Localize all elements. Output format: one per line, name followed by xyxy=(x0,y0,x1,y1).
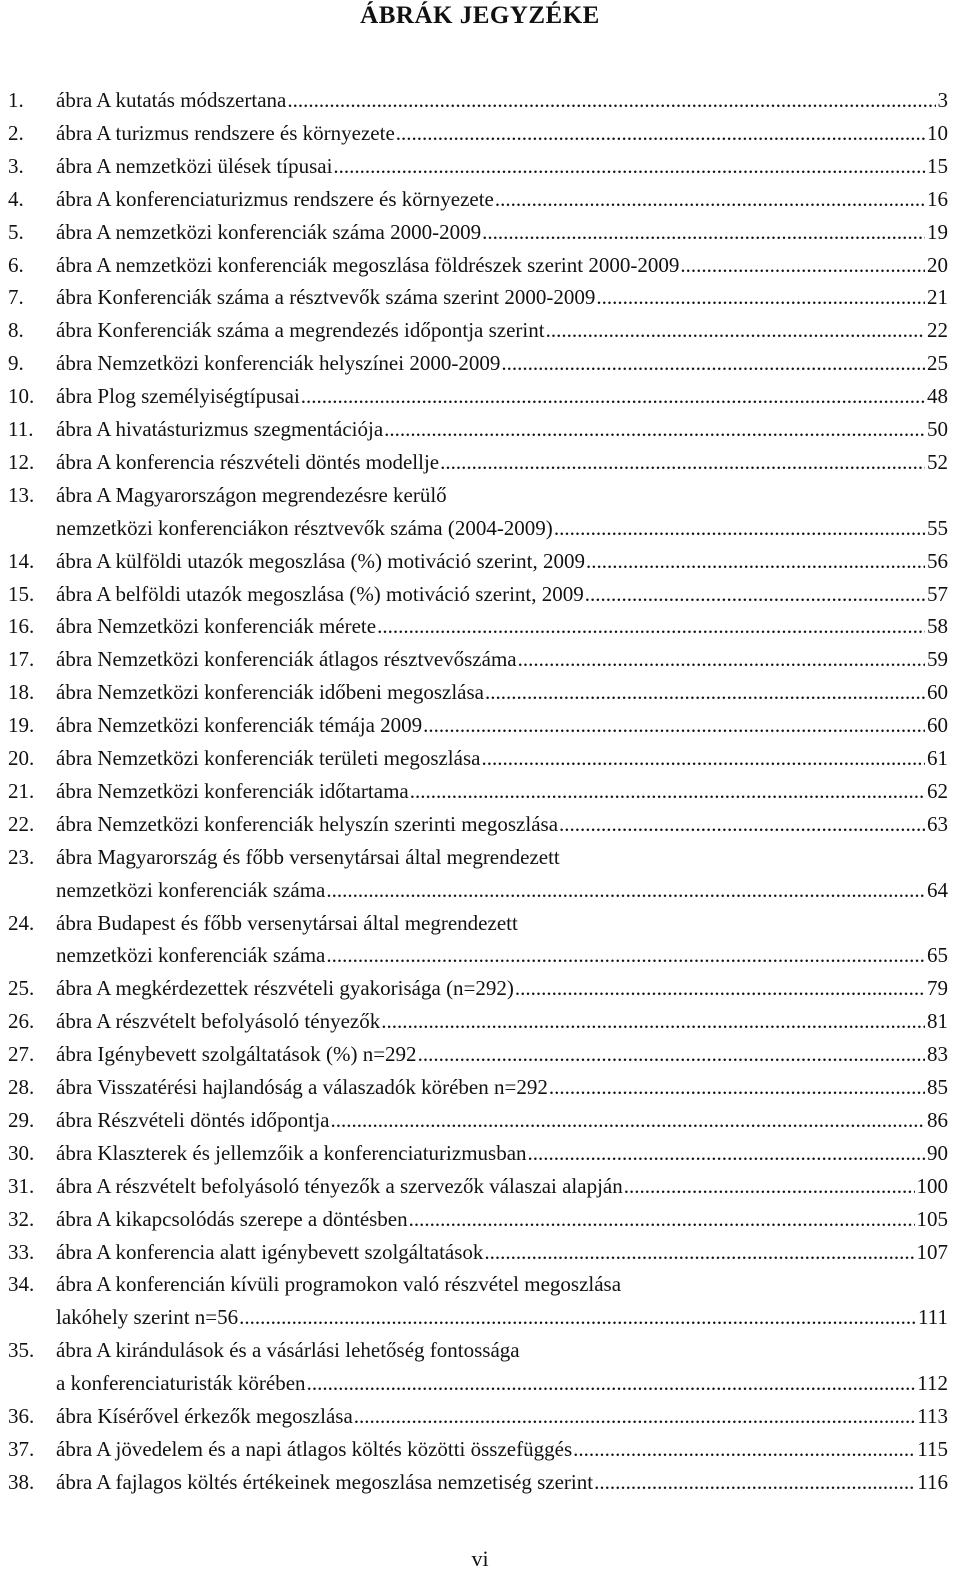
dot-leader xyxy=(484,1240,914,1265)
entry-number: 38. xyxy=(8,1469,35,1494)
entry-number: 23. xyxy=(8,844,35,869)
entry-number: 7. xyxy=(8,285,24,310)
dot-leader xyxy=(423,713,925,738)
entry-title: nemzetközi konferenciák száma xyxy=(56,877,326,902)
toc-entry[interactable] xyxy=(0,1108,960,1141)
entry-title: ábra Nemzetközi konferenciák átlagos résztvevőszáma xyxy=(56,647,517,672)
entry-title: ábra Nemzetközi konferenciák időtartama xyxy=(56,778,409,803)
entry-number: 16. xyxy=(8,614,35,639)
entry-page-number: 55 xyxy=(927,515,948,540)
entry-page-number: 52 xyxy=(927,449,948,474)
entry-title: ábra Konferenciák száma a megrendezés időpontja szerint xyxy=(56,318,545,343)
toc-entry[interactable] xyxy=(0,154,960,187)
entry-page-number: 115 xyxy=(917,1436,948,1461)
toc-entry[interactable] xyxy=(0,549,960,582)
entry-number: 2. xyxy=(8,120,24,145)
toc-entry[interactable] xyxy=(0,417,960,450)
entry-page-number: 15 xyxy=(927,153,948,178)
toc-entry[interactable] xyxy=(0,647,960,680)
toc-entry[interactable] xyxy=(0,351,960,384)
toc-entry[interactable] xyxy=(0,483,960,549)
entry-page-number: 59 xyxy=(927,647,948,672)
dot-leader xyxy=(528,1141,925,1166)
toc-entry[interactable] xyxy=(0,1240,960,1273)
toc-entry[interactable] xyxy=(0,253,960,286)
dot-leader xyxy=(573,1437,915,1462)
dot-leader xyxy=(559,812,925,837)
entry-page-number: 113 xyxy=(917,1404,948,1428)
entry-page-number: 62 xyxy=(927,778,948,803)
entry-page-number: 58 xyxy=(927,614,948,639)
entry-title: ábra A nemzetközi konferenciák megoszlása földrészek szerint 2000-2009 xyxy=(56,252,680,277)
dot-leader xyxy=(515,976,925,1001)
entry-title: ábra A kikapcsolódás szerepe a döntésben xyxy=(56,1206,408,1231)
entry-title: ábra A fajlagos költés értékeinek megoszlása nemzetiség szerint xyxy=(56,1469,594,1494)
entry-page-number: 105 xyxy=(916,1206,948,1231)
toc-entry[interactable] xyxy=(0,220,960,253)
dot-leader xyxy=(481,746,925,771)
entry-title: ábra A nemzetközi ülések típusai xyxy=(56,153,333,178)
entry-title: ábra Visszatérési hajlandóság a válaszadók körében n=292 xyxy=(56,1075,548,1099)
toc-entry[interactable] xyxy=(0,713,960,746)
entry-page-number: 65 xyxy=(927,943,948,968)
dot-leader xyxy=(331,1108,925,1133)
toc-entry[interactable] xyxy=(0,614,960,647)
entry-title: ábra A nemzetközi konferenciák száma 2000-2009 xyxy=(56,219,482,244)
toc-entry[interactable] xyxy=(0,976,960,1009)
entry-number: 9. xyxy=(8,351,24,376)
entry-number: 12. xyxy=(8,449,35,474)
entry-page-number: 61 xyxy=(927,746,948,770)
entry-number: 36. xyxy=(8,1404,35,1428)
entry-page-number: 107 xyxy=(916,1239,948,1264)
entry-number: 18. xyxy=(8,680,35,705)
toc-entry[interactable] xyxy=(0,1338,960,1404)
entry-title: ábra A kirándulások és a vásárlási lehetőség fontossága xyxy=(56,1338,520,1363)
toc-entry[interactable] xyxy=(0,680,960,713)
toc-entry[interactable] xyxy=(0,1141,960,1174)
entry-page-number: 10 xyxy=(927,120,948,145)
entry-page-number: 60 xyxy=(927,713,948,738)
dot-leader xyxy=(396,121,925,146)
entry-page-number: 19 xyxy=(927,219,948,244)
entry-page-number: 25 xyxy=(927,351,948,376)
entry-page-number: 79 xyxy=(927,976,948,1001)
toc-entry[interactable] xyxy=(0,187,960,220)
entry-title: ábra Kísérővel érkezők megoszlása xyxy=(56,1404,353,1428)
entry-title: ábra A Magyarországon megrendezésre kerülő xyxy=(56,482,447,507)
dot-leader xyxy=(495,187,925,212)
entry-title: ábra A jövedelem és a napi átlagos költés közötti összefüggés xyxy=(56,1436,573,1461)
entry-title: ábra A hivatásturizmus szegmentációja xyxy=(56,417,384,441)
entry-number: 10. xyxy=(8,384,35,409)
toc-entry[interactable] xyxy=(0,318,960,351)
dot-leader xyxy=(409,1207,915,1232)
entry-title: ábra Nemzetközi konferenciák témája 2009 xyxy=(56,713,423,738)
entry-page-number: 16 xyxy=(927,186,948,211)
toc-entry[interactable] xyxy=(0,1404,960,1437)
entry-title: ábra Konferenciák száma a résztvevők száma szerint 2000-2009 xyxy=(56,285,596,310)
entry-title: ábra A részvételt befolyásoló tényezők xyxy=(56,1009,381,1034)
entry-title: ábra Részvételi döntés időpontja xyxy=(56,1107,330,1132)
entry-page-number: 63 xyxy=(927,811,948,836)
entry-number: 22. xyxy=(8,811,35,836)
toc-entry[interactable] xyxy=(0,1009,960,1042)
entry-page-number: 116 xyxy=(917,1469,948,1494)
entry-title: ábra A belföldi utazók megoszlása (%) motiváció szerint, 2009 xyxy=(56,581,584,606)
entry-title: ábra Nemzetközi konferenciák helyszín szerinti megoszlása xyxy=(56,811,559,836)
entry-title: ábra A konferencián kívüli programokon való részvétel megoszlása xyxy=(56,1272,622,1297)
toc-entry[interactable] xyxy=(0,1272,960,1338)
dot-leader xyxy=(384,417,925,442)
dot-leader xyxy=(301,384,925,409)
entry-title: ábra Nemzetközi konferenciák mérete xyxy=(56,614,377,639)
dot-leader xyxy=(680,253,925,278)
entry-title: ábra Nemzetközi konferenciák területi megoszlása xyxy=(56,746,481,770)
toc-entry[interactable] xyxy=(0,88,960,121)
entry-page-number: 100 xyxy=(916,1173,948,1198)
dot-leader xyxy=(594,1470,915,1495)
toc-entry[interactable] xyxy=(0,1042,960,1075)
entry-title: ábra Klaszterek és jellemzőik a konferenciaturizmusban xyxy=(56,1140,527,1165)
dot-leader xyxy=(326,878,925,903)
toc-entry[interactable] xyxy=(0,845,960,911)
entry-number: 20. xyxy=(8,746,35,770)
dot-leader xyxy=(381,1009,925,1034)
entry-page-number: 86 xyxy=(927,1107,948,1132)
toc-entry[interactable] xyxy=(0,121,960,154)
entry-number: 37. xyxy=(8,1436,35,1461)
toc-entry[interactable] xyxy=(0,812,960,845)
entry-page-number: 83 xyxy=(927,1042,948,1067)
entry-page-number: 48 xyxy=(927,384,948,409)
toc-entry[interactable] xyxy=(0,779,960,812)
toc-entry[interactable] xyxy=(0,1207,960,1240)
dot-leader xyxy=(501,351,925,376)
entry-number: 25. xyxy=(8,976,35,1001)
dot-leader xyxy=(377,614,925,639)
toc-entry[interactable] xyxy=(0,1470,960,1503)
toc-entry[interactable] xyxy=(0,1437,960,1470)
dot-leader xyxy=(354,1404,915,1429)
dot-leader xyxy=(287,88,935,113)
entry-page-number: 21 xyxy=(927,285,948,310)
entry-number: 33. xyxy=(8,1239,35,1264)
dot-leader xyxy=(410,779,925,804)
entry-number: 30. xyxy=(8,1140,35,1165)
entry-title: a konferenciaturisták körében xyxy=(56,1371,306,1396)
entry-title: ábra A kutatás módszertana xyxy=(56,88,287,112)
entry-number: 17. xyxy=(8,647,35,672)
entry-number: 28. xyxy=(8,1075,35,1099)
entry-page-number: 81 xyxy=(927,1009,948,1034)
toc-entry[interactable] xyxy=(0,384,960,417)
entry-title: ábra Magyarország és főbb versenytársai által megrendezett xyxy=(56,844,560,869)
entry-number: 14. xyxy=(8,548,35,573)
entry-title: ábra A turizmus rendszere és környezete xyxy=(56,120,395,145)
entry-number: 34. xyxy=(8,1272,35,1297)
entry-number: 19. xyxy=(8,713,35,738)
entry-title: ábra A megkérdezettek részvételi gyakorisága (n=292) xyxy=(56,976,514,1001)
dot-leader xyxy=(596,285,925,310)
dot-leader xyxy=(482,220,925,245)
dot-leader xyxy=(326,943,925,968)
toc-entry[interactable] xyxy=(0,1075,960,1108)
entry-page-number: 50 xyxy=(927,417,948,441)
entry-title: ábra Budapest és főbb versenytársai által megrendezett xyxy=(56,910,518,935)
entry-number: 8. xyxy=(8,318,24,343)
entry-title: ábra A külföldi utazók megoszlása (%) motiváció szerint, 2009 xyxy=(56,548,585,573)
entry-page-number: 60 xyxy=(927,680,948,705)
entry-page-number: 22 xyxy=(927,318,948,343)
dot-leader xyxy=(549,1075,925,1100)
entry-title: ábra Plog személyiségtípusai xyxy=(56,384,300,409)
dot-leader xyxy=(440,450,925,475)
entry-number: 1. xyxy=(8,88,24,112)
toc-entry[interactable] xyxy=(0,746,960,779)
dot-leader xyxy=(518,647,925,672)
page-number: vi xyxy=(471,1546,489,1571)
page-title: ÁBRÁK JEGYZÉKE xyxy=(360,2,600,29)
entry-title: ábra Nemzetközi konferenciák helyszínei 2000-2009 xyxy=(56,351,501,376)
entry-title: lakóhely szerint n=56 xyxy=(56,1305,239,1330)
dot-leader xyxy=(586,549,925,574)
entry-number: 21. xyxy=(8,778,35,803)
entry-title: ábra Nemzetközi konferenciák időbeni megoszlása xyxy=(56,680,484,705)
entry-number: 32. xyxy=(8,1206,35,1231)
dot-leader xyxy=(554,516,925,541)
entry-number: 26. xyxy=(8,1009,35,1034)
entry-page-number: 85 xyxy=(927,1075,948,1099)
entry-page-number: 112 xyxy=(917,1371,948,1396)
toc-entry[interactable] xyxy=(0,1174,960,1207)
dot-leader xyxy=(485,680,925,705)
dot-leader xyxy=(585,582,925,607)
entry-number: 29. xyxy=(8,1107,35,1132)
entry-title: ábra Igénybevett szolgáltatások (%) n=292 xyxy=(56,1042,417,1067)
dot-leader xyxy=(307,1371,916,1396)
dot-leader xyxy=(418,1042,925,1067)
entry-number: 13. xyxy=(8,482,35,507)
entry-page-number: 111 xyxy=(918,1305,948,1330)
entry-number: 35. xyxy=(8,1338,35,1363)
entry-number: 24. xyxy=(8,910,35,935)
dot-leader xyxy=(333,154,925,179)
entry-title: ábra A konferencia alatt igénybevett szolgáltatások xyxy=(56,1239,484,1264)
entry-page-number: 3 xyxy=(937,88,948,112)
entry-title: ábra A részvételt befolyásoló tényezők a szervezők válaszai alapján xyxy=(56,1173,623,1198)
entry-number: 5. xyxy=(8,219,24,244)
entry-page-number: 20 xyxy=(927,252,948,277)
entry-number: 15. xyxy=(8,581,35,606)
entry-number: 27. xyxy=(8,1042,35,1067)
entry-number: 11. xyxy=(8,417,34,441)
entry-page-number: 57 xyxy=(927,581,948,606)
entry-number: 6. xyxy=(8,252,24,277)
toc-entry[interactable] xyxy=(0,582,960,615)
dot-leader xyxy=(624,1174,915,1199)
toc-entry[interactable] xyxy=(0,285,960,318)
entry-title: nemzetközi konferenciákon résztvevők száma (2004-2009) xyxy=(56,515,553,540)
dot-leader xyxy=(546,318,925,343)
entry-page-number: 90 xyxy=(927,1140,948,1165)
entry-number: 4. xyxy=(8,186,24,211)
entry-title: nemzetközi konferenciák száma xyxy=(56,943,326,968)
toc-entry[interactable] xyxy=(0,911,960,977)
dot-leader xyxy=(239,1305,916,1330)
entry-title: ábra A konferencia részvételi döntés modellje xyxy=(56,449,440,474)
entry-page-number: 56 xyxy=(927,548,948,573)
entry-title: ábra A konferenciaturizmus rendszere és környezete xyxy=(56,186,494,211)
entry-number: 31. xyxy=(8,1173,35,1198)
entry-number: 3. xyxy=(8,153,24,178)
toc-entry[interactable] xyxy=(0,450,960,483)
entry-page-number: 64 xyxy=(927,877,948,902)
